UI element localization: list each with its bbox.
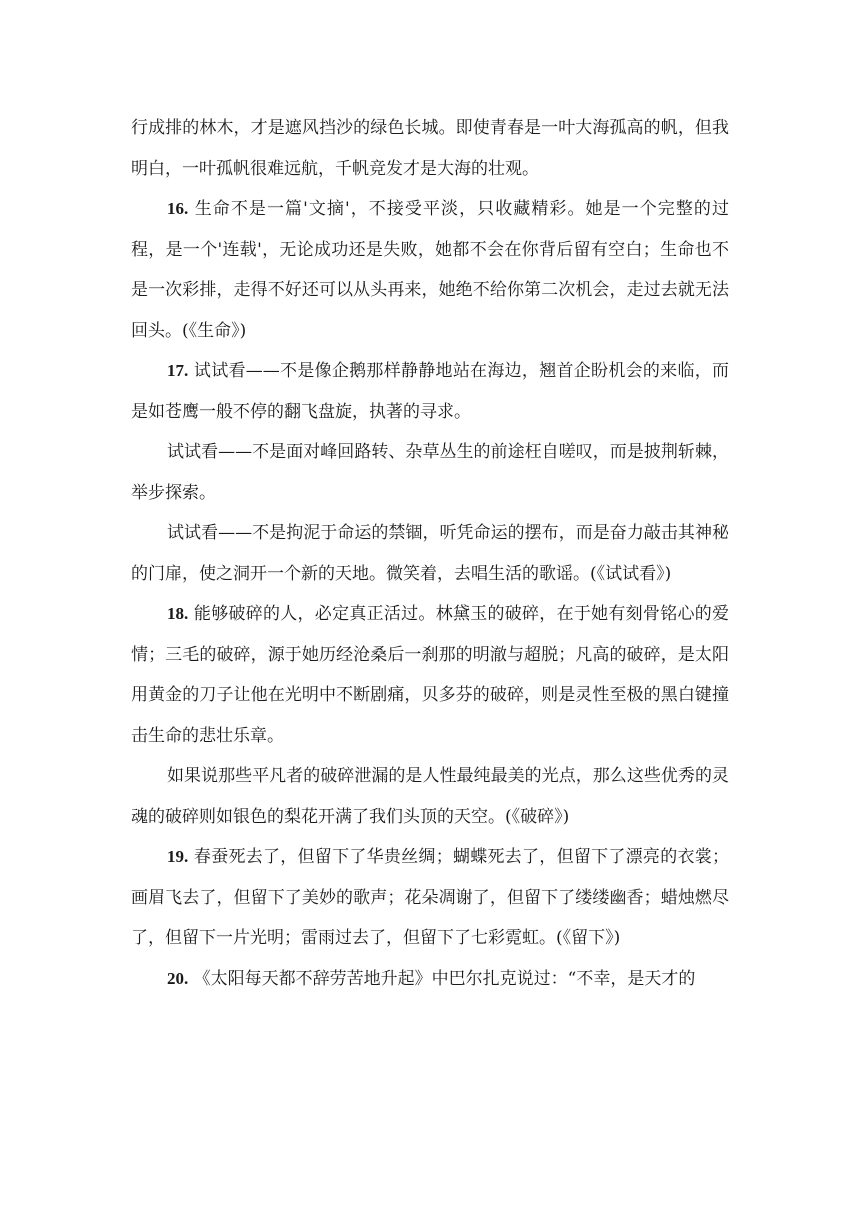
paragraph-17 <box>131 351 729 432</box>
document-body <box>131 108 729 999</box>
paragraph-number: 17. <box>167 361 189 380</box>
paragraph-18 <box>131 594 729 756</box>
paragraph-continued <box>131 108 729 189</box>
paragraph-20 <box>131 959 729 1000</box>
paragraph-text: 如果说那些平凡者的破碎泄漏的是人性最纯最美的光点，那么这些优秀的灵魂的破碎则如银色的梨花开满了我们头顶的天空。(《破碎》) <box>131 766 729 827</box>
paragraph-text: 试试看——不是拘泥于命运的禁锢，听凭命运的摆布，而是奋力敲击其神秘的门扉，使之洞开一个新的天地。微笑着，去唱生活的歌谣。(《试试看》) <box>131 523 729 584</box>
paragraph-number: 18. <box>167 604 189 623</box>
paragraph-text: 试试看——不是像企鹅那样静静地站在海边，翘首企盼机会的来临，而是如苍鹰一般不停的翻飞盘旋，执著的寻求。 <box>131 361 729 422</box>
paragraph-text: 试试看——不是面对峰回路转、杂草丛生的前途枉自嗟叹，而是披荆斩棘，举步探索。 <box>131 442 729 503</box>
paragraph-16 <box>131 189 729 351</box>
paragraph-number: 19. <box>167 847 189 866</box>
paragraph-17-second <box>131 432 729 513</box>
paragraph-text: 生命不是一篇'文摘'，不接受平淡，只收藏精彩。她是一个完整的过程，是一个'连载'，无论成功还是失败，她都不会在你背后留有空白；生命也不是一次彩排，走得不好还可以从头再来，她绝不给你第二次机会，走过去就无法回头。(《生命》) <box>131 199 729 341</box>
paragraph-number: 20. <box>167 968 189 988</box>
paragraph-17-third <box>131 513 729 594</box>
paragraph-number: 16. <box>167 199 189 218</box>
paragraph-text: 行成排的林木，才是遮风挡沙的绿色长城。即使青春是一叶大海孤高的帆，但我明白，一叶孤帆很难远航，千帆竞发才是大海的壮观。 <box>131 118 729 179</box>
paragraph-text: 能够破碎的人，必定真正活过。林黛玉的破碎，在于她有刻骨铭心的爱情；三毛的破碎，源于她历经沧桑后一刹那的明澈与超脱；凡高的破碎，是太阳用黄金的刀子让他在光明中不断剧痛，贝多芬的破碎，则是灵性至极的黑白键撞击生命的悲壮乐章。 <box>131 604 729 746</box>
paragraph-18-second <box>131 756 729 837</box>
paragraph-19 <box>131 837 729 959</box>
paragraph-text: 春蚕死去了，但留下了华贵丝绸；蝴蝶死去了，但留下了漂亮的衣裳；画眉飞去了，但留下了美妙的歌声；花朵凋谢了，但留下了缕缕幽香；蜡烛燃尽了，但留下一片光明；雷雨过去了，但留下了七彩霓虹。(《留下》) <box>131 847 729 948</box>
paragraph-text: 《太阳每天都不辞劳苦地升起》中巴尔扎克说过：“不幸，是天才的 <box>188 968 696 989</box>
